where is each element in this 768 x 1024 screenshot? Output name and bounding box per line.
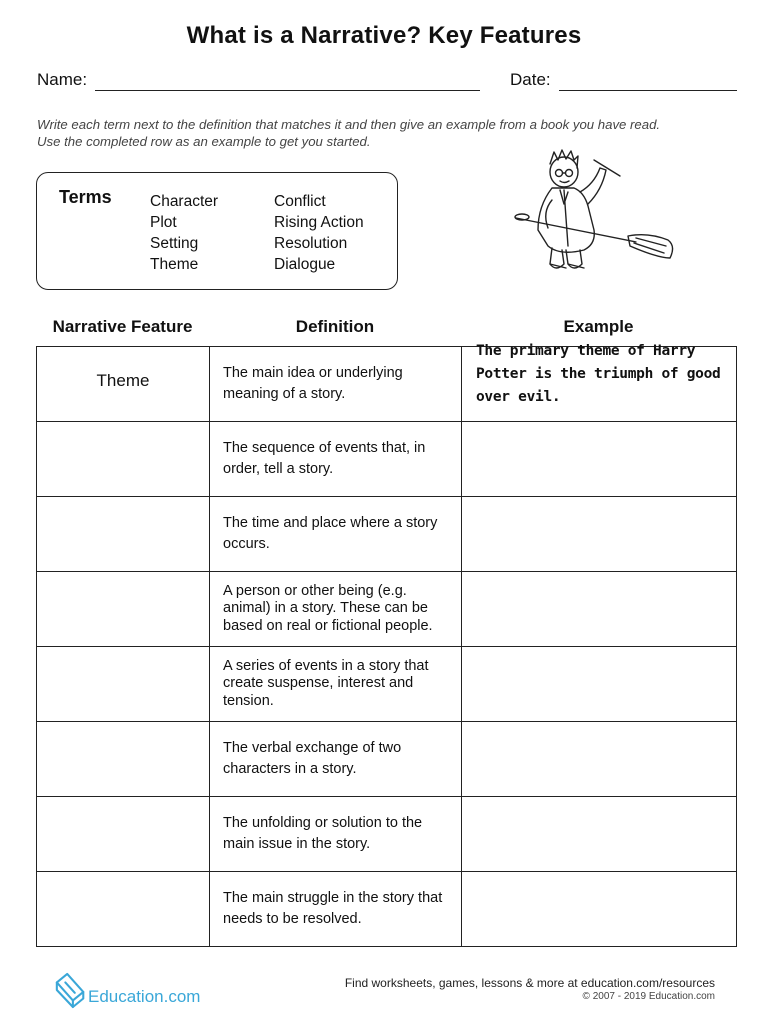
definition-cell: A person or other being (e.g. animal) in a story. These can be based on real or fictional people. xyxy=(210,572,462,647)
footer-copyright: © 2007 - 2019 Education.com xyxy=(582,991,715,1002)
table-row xyxy=(37,497,737,572)
instructions xyxy=(37,116,737,150)
page-title: What is a Narrative? Key Features xyxy=(186,22,582,49)
name-date-row xyxy=(37,70,737,94)
footer-brand[interactable]: Education.com xyxy=(88,987,201,1006)
example-cell[interactable] xyxy=(462,722,737,797)
example-cell[interactable] xyxy=(462,647,737,722)
term-item: Setting xyxy=(150,235,199,252)
name-label: Name: xyxy=(37,70,88,89)
terms-column-1 xyxy=(150,191,218,275)
feature-cell[interactable] xyxy=(37,347,210,422)
header-definition: Definition xyxy=(295,317,375,336)
example-cell[interactable] xyxy=(462,342,737,422)
term-item: Theme xyxy=(150,256,199,273)
feature-cell[interactable] xyxy=(37,722,210,797)
feature-cell[interactable] xyxy=(37,797,210,872)
term-item: Character xyxy=(150,193,219,210)
term-item: Resolution xyxy=(274,235,348,252)
definition-cell: The unfolding or solution to the main issue in the story. xyxy=(210,797,462,872)
definition-cell: The time and place where a story occurs. xyxy=(210,497,462,572)
header-example: Example xyxy=(563,317,634,336)
example-cell[interactable] xyxy=(462,572,737,647)
terms-label: Terms xyxy=(59,187,112,207)
instruction-line: Use the completed row as an example to get you started. xyxy=(37,134,371,149)
definition-cell: The verbal exchange of two characters in a story. xyxy=(210,722,462,797)
example-cell[interactable] xyxy=(462,422,737,497)
table-row xyxy=(37,572,737,647)
feature-cell[interactable] xyxy=(37,572,210,647)
feature-cell[interactable] xyxy=(37,497,210,572)
education-logo-icon xyxy=(54,970,88,1010)
term-item: Plot xyxy=(150,214,177,231)
features-table xyxy=(36,342,737,947)
table-row xyxy=(37,872,737,947)
terms-column-2 xyxy=(274,191,364,275)
footer-links[interactable]: Find worksheets, games, lessons & more at education.com/resources xyxy=(344,976,715,990)
instruction-line: Write each term next to the definition that matches it and then give an example from a book you have read. xyxy=(37,117,661,132)
date-field[interactable] xyxy=(559,90,737,91)
example-cell[interactable] xyxy=(462,872,737,947)
example-text: The primary theme of Harry Potter is the triumph of good over evil. xyxy=(476,342,721,405)
header-narrative-feature: Narrative Feature xyxy=(52,317,193,336)
table-row xyxy=(37,797,737,872)
table-row xyxy=(37,422,737,497)
footer-info xyxy=(345,976,715,1002)
terms-box xyxy=(36,172,398,290)
definition-cell: The sequence of events that, in order, tell a story. xyxy=(210,422,462,497)
feature-cell[interactable] xyxy=(37,647,210,722)
definition-cell: A series of events in a story that create suspense, interest and tension. xyxy=(210,647,462,722)
date-label: Date: xyxy=(510,70,551,89)
table-row xyxy=(37,722,737,797)
definition-cell: The main struggle in the story that needs to be resolved. xyxy=(210,872,462,947)
definition-cell: The main idea or underlying meaning of a story. xyxy=(210,347,462,422)
wizard-on-broom-illustration xyxy=(508,146,684,296)
feature-text: Theme xyxy=(96,371,150,390)
term-item: Dialogue xyxy=(274,256,336,273)
feature-cell[interactable] xyxy=(37,872,210,947)
table-row xyxy=(37,647,737,722)
term-item: Conflict xyxy=(274,193,326,210)
example-cell[interactable] xyxy=(462,497,737,572)
example-cell[interactable] xyxy=(462,797,737,872)
table-row xyxy=(37,347,737,422)
feature-cell[interactable] xyxy=(37,422,210,497)
name-field[interactable] xyxy=(95,90,480,91)
term-item: Rising Action xyxy=(274,214,364,231)
